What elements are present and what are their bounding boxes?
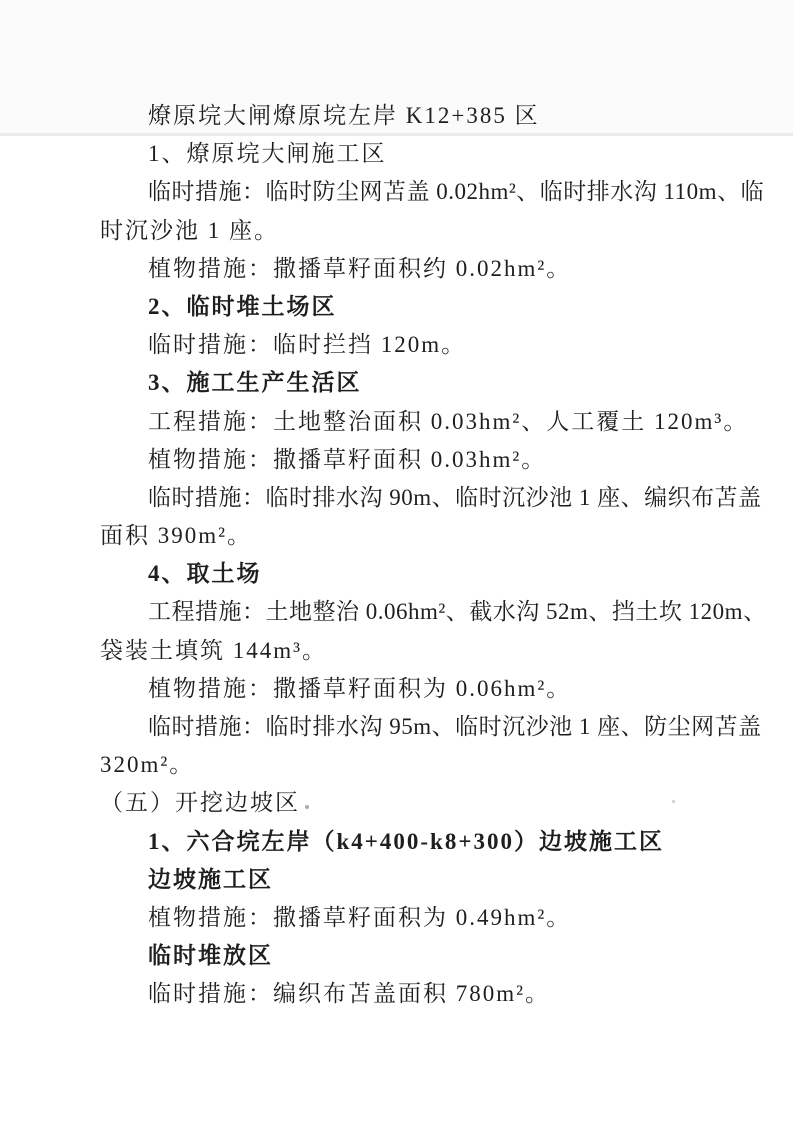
document-text-block <box>100 97 767 1014</box>
heading-slope-construction-area: 边坡施工区 <box>148 866 273 892</box>
measure-line-plant: 植物措施：撒播草籽面积为 0.06hm²。 <box>148 675 572 701</box>
heading-4-borrow-area: 4、取土场 <box>148 561 262 587</box>
measure-line-continuation: 320m²。 <box>100 752 195 778</box>
measure-line-plant: 植物措施：撒播草籽面积 0.03hm²。 <box>148 446 547 472</box>
scan-speck <box>305 805 309 809</box>
measure-line-continuation: 时沉沙池 1 座。 <box>100 217 279 243</box>
heading-3-construction-living-area: 3、施工生产生活区 <box>148 370 362 396</box>
measure-line-temporary: 临时措施：临时防尘网苫盖 0.02hm²、临时排水沟 110m、临 <box>148 179 765 205</box>
heading-5-excavation-slope-area: （五）开挖边坡区 <box>100 790 300 816</box>
measure-line-continuation: 袋装土填筑 144m³。 <box>100 637 328 663</box>
measure-line-temporary: 临时措施：临时拦挡 120m。 <box>148 332 467 358</box>
heading-2-temp-soil-pile-area: 2、临时堆土场区 <box>148 293 337 319</box>
measure-line-temporary: 临时措施：编织布苫盖面积 780m²。 <box>148 981 551 1007</box>
scan-speck <box>672 800 675 803</box>
measure-line-engineering: 工程措施：土地整治 0.06hm²、截水沟 52m、挡土坎 120m、 <box>148 599 767 625</box>
measure-line-temporary: 临时措施：临时排水沟 90m、临时沉沙池 1 座、编织布苫盖 <box>148 484 762 510</box>
measure-line-plant: 植物措施：撒播草籽面积约 0.02hm²。 <box>148 255 572 281</box>
measure-line-temporary: 临时措施：临时排水沟 95m、临时沉沙池 1 座、防尘网苫盖 <box>148 714 762 739</box>
measure-line-continuation: 面积 390m²。 <box>100 523 253 549</box>
heading-1-liuheyuan-left-bank: 1、六合垸左岸（k4+400-k8+300）边坡施工区 <box>148 828 664 854</box>
measure-line-engineering: 工程措施：土地整治面积 0.03hm²、人工覆土 120m³。 <box>148 408 749 434</box>
region-title-line: 燎原垸大闸燎原垸左岸 K12+385 区 <box>148 103 540 128</box>
measure-line-plant: 植物措施：撒播草籽面积为 0.49hm²。 <box>148 904 572 930</box>
heading-temp-storage-area: 临时堆放区 <box>148 943 273 969</box>
heading-1-liaoyuan-construction-area: 1、燎原垸大闸施工区 <box>148 141 387 167</box>
